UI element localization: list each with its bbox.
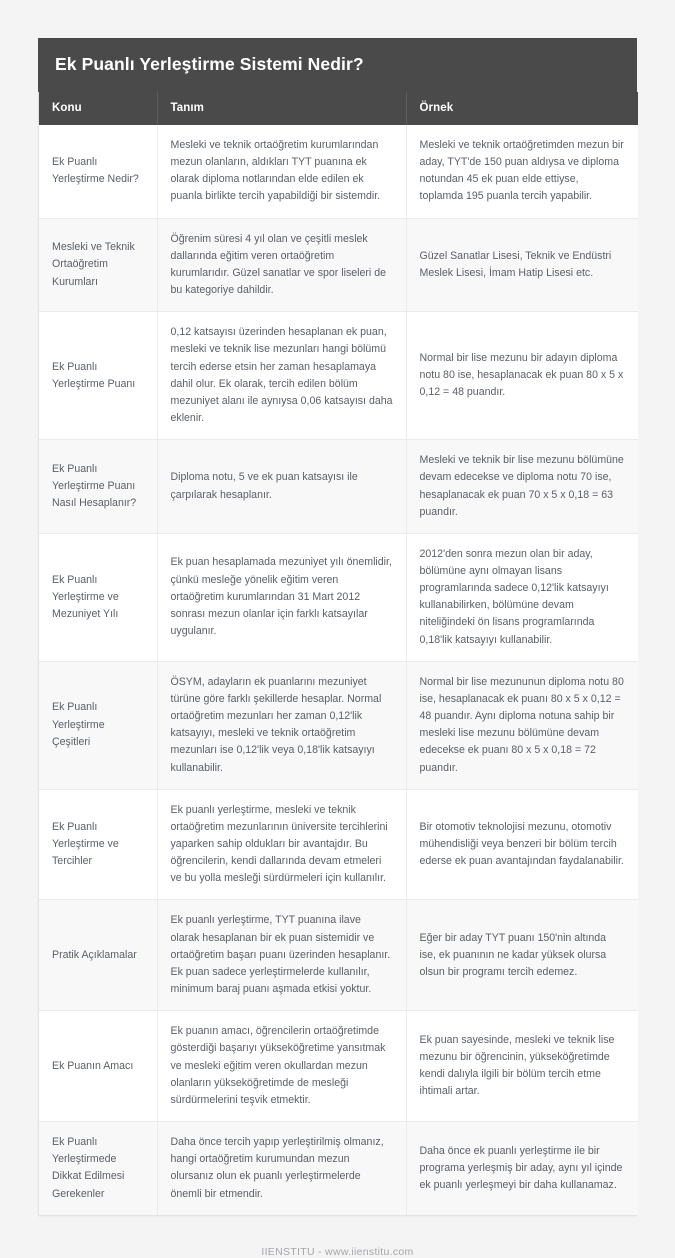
table-row (39, 789, 638, 900)
column-header-konu: Konu (39, 92, 157, 125)
cell-ornek: Güzel Sanatlar Lisesi, Teknik ve Endüstri Meslek Lisesi, İmam Hatip Lisesi etc. (406, 218, 638, 312)
table-row (39, 1011, 638, 1122)
cell-konu: Ek Puanlı Yerleştirme ve Mezuniyet Yılı (39, 533, 157, 661)
cell-ornek: Ek puan sayesinde, mesleki ve teknik lise mezunu bir öğrencinin, yükseköğretimde kendi dalıyla ilgili bir bölüm tercih etme ihtimali artar. (406, 1011, 638, 1122)
table-row (39, 661, 638, 789)
cell-tanim: Ek puan hesaplamada mezuniyet yılı önemlidir, çünkü mesleğe yönelik eğitim veren ortaöğretim kurumlarından 31 Mart 2012 sonrası mezun olanlar için farklı katsayılar uygulanır. (157, 533, 406, 661)
cell-ornek: Mesleki ve teknik bir lise mezunu bölümüne devam edecekse ve diploma notu 70 ise, hesaplanacak ek puan 70 x 5 x 0,18 = 63 puandır. (406, 440, 638, 534)
column-header-ornek: Örnek (406, 92, 638, 125)
cell-ornek: Normal bir lise mezununun diploma notu 80 ise, hesaplanacak ek puanı 80 x 5 x 0,12 = 48 puandır. Aynı diploma notuna sahip bir mesleki lise mezunu bölümüne devam edecekse ek puanı 80 x 5 x 0,18 = 72 puandır. (406, 661, 638, 789)
cell-konu: Ek Puanlı Yerleştirme Çeşitleri (39, 661, 157, 789)
table-header-row (39, 92, 638, 125)
cell-ornek: Normal bir lise mezunu bir adayın diploma notu 80 ise, hesaplanacak ek puan 80 x 5 x 0,12 = 48 puandır. (406, 312, 638, 440)
footer-attribution: IIENSTITU - www.iienstitu.com (261, 1245, 414, 1258)
cell-konu: Ek Puanın Amacı (39, 1011, 157, 1122)
cell-tanim: ÖSYM, adayların ek puanlarını mezuniyet türüne göre farklı şekillerde hesaplar. Normal ortaöğretim mezunları her zaman 0,12'lik katsayıyı, mesleki ve teknik ortaöğretim mezunları ise 0,12'lik veya 0,18'lik katsayıyı kullanabilir. (157, 661, 406, 789)
cell-ornek: Daha önce ek puanlı yerleştirme ile bir programa yerleşmiş bir aday, aynı yıl içinde ek puanlı yerleşmeyi bir daha kullanamaz. (406, 1122, 638, 1215)
cell-ornek: Mesleki ve teknik ortaöğretimden mezun bir aday, TYT'de 150 puan aldıysa ve diploma notundan 45 ek puan elde ettiyse, toplamda 195 puanla tercih yapabilir. (406, 125, 638, 218)
column-header-tanim: Tanım (157, 92, 406, 125)
cell-tanim: Ek puanlı yerleştirme, TYT puanına ilave olarak hesaplanan bir ek puan sistemidir ve ortaöğretim başarı puanı üzerinden hesaplanır. Ek puan sadece yerleştirmelerde kullanılır, minimum baraj puanı aşmada etkisi yoktur. (157, 900, 406, 1011)
table-row (39, 218, 638, 312)
table-header (39, 92, 638, 125)
table-row (39, 440, 638, 534)
cell-konu: Mesleki ve Teknik Ortaöğretim Kurumları (39, 218, 157, 312)
table-row (39, 533, 638, 661)
cell-tanim: Daha önce tercih yapıp yerleştirilmiş olmanız, hangi ortaöğretim kurumundan mezun olursanız olun ek puanlı yerleştirmelerde önemli bir etmendir. (157, 1122, 406, 1215)
cell-tanim: Mesleki ve teknik ortaöğretim kurumlarından mezun olanların, aldıkları TYT puanına ek olarak diploma notlarından elde edilen ek puanla birlikte tercih yapabildiği bir sistemdir. (157, 125, 406, 218)
cell-tanim: Öğrenim süresi 4 yıl olan ve çeşitli meslek dallarında eğitim veren ortaöğretim kurumlarıdır. Güzel sanatlar ve spor liseleri de bu kategoriye dahildir. (157, 218, 406, 312)
cell-konu: Ek Puanlı Yerleştirmede Dikkat Edilmesi Gerekenler (39, 1122, 157, 1215)
cell-konu: Ek Puanlı Yerleştirme Puanı Nasıl Hesaplanır? (39, 440, 157, 534)
info-table-card (38, 92, 637, 1216)
cell-tanim: Ek puanlı yerleştirme, mesleki ve teknik ortaöğretim mezunlarının üniversite tercihlerini yaparken sahip oldukları bir avantajdır. Bu öğrencilerin, kendi dallarında devam etmeleri ve bu yolla mesleği sürdürmeleri için kullanılır. (157, 789, 406, 900)
cell-ornek: Eğer bir aday TYT puanı 150'nin altında ise, ek puanının ne kadar yüksek olursa olsun bir programı tercih edemez. (406, 900, 638, 1011)
table-row (39, 125, 638, 218)
cell-konu: Pratik Açıklamalar (39, 900, 157, 1011)
table-row (39, 900, 638, 1011)
cell-tanim: Ek puanın amacı, öğrencilerin ortaöğretimde gösterdiği başarıyı yükseköğretime yansıtmak ve mesleki eğitim veren okullardan mezun olanların yükseköğretimde de mesleği sürdürmelerini teşvik etmektir. (157, 1011, 406, 1122)
table-body (39, 125, 638, 1215)
cell-konu: Ek Puanlı Yerleştirme Puanı (39, 312, 157, 440)
cell-ornek: 2012'den sonra mezun olan bir aday, bölümüne aynı olmayan lisans programlarında sadece 0,12'lik katsayıyı kullanabilirken, bölümüne devam niteliğindeki ön lisans programlarında 0,18'lik katsayıyı kullanabilir. (406, 533, 638, 661)
cell-tanim: Diploma notu, 5 ve ek puan katsayısı ile çarpılarak hesaplanır. (157, 440, 406, 534)
cell-ornek: Bir otomotiv teknolojisi mezunu, otomotiv mühendisliği veya benzeri bir bölüm tercih ederse ek puan avantajından faydalanabilir. (406, 789, 638, 900)
table-row (39, 1122, 638, 1215)
table-row (39, 312, 638, 440)
cell-konu: Ek Puanlı Yerleştirme ve Tercihler (39, 789, 157, 900)
cell-tanim: 0,12 katsayısı üzerinden hesaplanan ek puan, mesleki ve teknik lise mezunları hangi bölümü tercih ederse etsin her zaman hesaplamaya dahil olur. Ek olarak, tercih edilen bölüm mezuniyet alanı ile aynıysa 0,06 katsayısı daha eklenir. (157, 312, 406, 440)
info-table (39, 92, 638, 1215)
page-title: Ek Puanlı Yerleştirme Sistemi Nedir? (38, 38, 637, 92)
cell-konu: Ek Puanlı Yerleştirme Nedir? (39, 125, 157, 218)
